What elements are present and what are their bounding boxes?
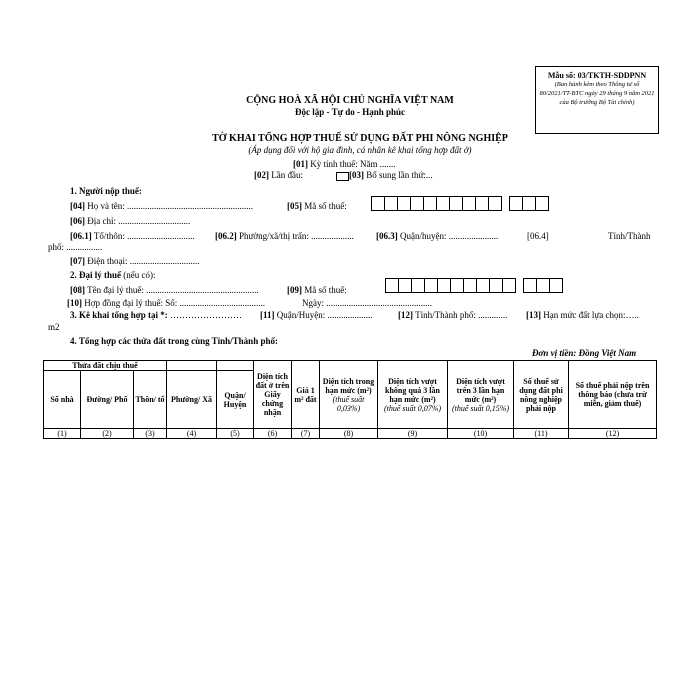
- agent-tax-code-boxes[interactable]: [385, 278, 562, 293]
- field-code: [03]: [349, 170, 364, 180]
- digit-box[interactable]: [549, 278, 563, 293]
- header-street: Đường/ Phố: [81, 371, 134, 429]
- field-code: [06.3]: [376, 231, 398, 241]
- header-within-limit: [320, 361, 378, 429]
- column-number: (3): [134, 429, 167, 439]
- first-time-checkbox[interactable]: [336, 172, 349, 181]
- declared-district-field[interactable]: [260, 310, 373, 320]
- district-label: Quận/huyện: ......................: [400, 231, 499, 241]
- district-field[interactable]: [376, 231, 498, 241]
- digit-box[interactable]: [488, 196, 502, 211]
- supplement-label: Bổ sung lần thứ:...: [366, 170, 433, 180]
- digit-box[interactable]: [437, 278, 451, 293]
- taxpayer-name-label: Họ và tên: ........................................................: [87, 201, 253, 211]
- agent-name-label: Tên đại lý thuế: ..................................................: [87, 285, 259, 295]
- hamlet-label: Tổ/thôn: ..............................: [93, 231, 195, 241]
- phone-label: Điện thoại: ...............................: [87, 256, 200, 266]
- header-within-limit-label: Diện tích trong hạn mức (m²): [322, 376, 375, 395]
- header-ward: Phường/ Xã: [167, 371, 217, 429]
- column-number: (2): [81, 429, 134, 439]
- digit-box[interactable]: [462, 196, 476, 211]
- field-code: [11]: [260, 310, 275, 320]
- field-code: [13]: [526, 310, 541, 320]
- column-number: (11): [514, 429, 569, 439]
- digit-box[interactable]: [436, 196, 450, 211]
- province-field-code: [06.4]: [527, 231, 549, 241]
- header-up-to-3x-rate: (thuế suất 0,07%): [383, 403, 442, 413]
- field-code: [10]: [67, 298, 82, 308]
- taxpayer-address-label: Địa chỉ: ................................: [87, 216, 191, 226]
- digit-box[interactable]: [475, 196, 489, 211]
- agent-name-field[interactable]: [70, 285, 259, 295]
- header-tax-notice: Số thuế phải nộp trên thông báo (chưa trừ miễn, giảm thuế): [569, 361, 657, 429]
- digit-box[interactable]: [522, 196, 536, 211]
- field-code: [02]: [254, 170, 269, 180]
- first-time-label: Lần đầu:: [271, 170, 303, 180]
- header-district: Quận/ Huyện: [217, 371, 254, 429]
- section-agent-note: (nếu có):: [123, 270, 156, 280]
- header-tax-payable: Số thuế sử dụng đất phi nông nghiệp phải nộp: [514, 361, 569, 429]
- agent-tax-code-label: Mã số thuế:: [304, 285, 347, 295]
- column-number: (8): [320, 429, 378, 439]
- field-code: [07]: [70, 256, 85, 266]
- digit-box[interactable]: [397, 196, 411, 211]
- digit-box[interactable]: [502, 278, 516, 293]
- digit-box[interactable]: [424, 278, 438, 293]
- section-agent: [70, 270, 156, 280]
- header-up-to-3x: [378, 361, 448, 429]
- province-label-cont[interactable]: phố: ................: [48, 242, 103, 252]
- form-title: TỜ KHAI TỔNG HỢP THUẾ SỬ DỤNG ĐẤT PHI NÔNG NGHIỆP: [212, 133, 508, 144]
- agent-contract-label: Hợp đồng đại lý thuế: Số: ......................................: [84, 298, 266, 308]
- field-code: [04]: [70, 201, 85, 211]
- column-number: (5): [217, 429, 254, 439]
- column-number: (4): [167, 429, 217, 439]
- digit-box[interactable]: [450, 278, 464, 293]
- declared-at-field[interactable]: [70, 310, 242, 320]
- national-motto: Độc lập - Tự do - Hạnh phúc: [294, 107, 405, 117]
- tax-period-field[interactable]: [293, 159, 396, 169]
- header-area-certificate: Diện tích đất ở trên Giấy chứng nhận: [254, 361, 292, 429]
- ward-label: Phường/xã/thị trấn: ...................: [239, 231, 354, 241]
- digit-box[interactable]: [489, 278, 503, 293]
- land-limit-label: Hạn mức đất lựa chọn:…..: [543, 310, 639, 320]
- field-code: [06]: [70, 216, 85, 226]
- group-header-taxed-land: Thửa đất chịu thuế: [44, 361, 167, 371]
- form-code: Mẫu số: 03/TKTH-SDDPNN: [547, 71, 647, 80]
- agent-tax-code-label-wrap: [287, 285, 347, 295]
- digit-box[interactable]: [384, 196, 398, 211]
- declared-at-dots: ……………………: [170, 310, 242, 320]
- digit-box[interactable]: [535, 196, 549, 211]
- section-declared-at: 3. Kê khai tổng hợp tại *:: [70, 310, 168, 320]
- column-number: (1): [44, 429, 81, 439]
- ward-field[interactable]: [215, 231, 354, 241]
- taxpayer-name-field[interactable]: [70, 201, 253, 211]
- field-code: [01]: [293, 159, 308, 169]
- field-code: [06.2]: [215, 231, 237, 241]
- column-number: (7): [292, 429, 320, 439]
- digit-box[interactable]: [476, 278, 490, 293]
- field-code: [05]: [287, 201, 302, 211]
- land-limit-unit: m2: [48, 322, 60, 332]
- digit-box[interactable]: [509, 196, 523, 211]
- tax-period-label: Kỳ tính thuế: Năm .......: [310, 159, 396, 169]
- digit-box[interactable]: [411, 278, 425, 293]
- column-number-row: [44, 429, 657, 439]
- declared-province-label: Tỉnh/Thành phố: .............: [415, 310, 508, 320]
- form-legal-basis-2: 80/2021/TT-BTC ngày 29 tháng 9 năm 2021: [539, 90, 655, 97]
- field-code: [06.1]: [70, 231, 92, 241]
- supplement-field[interactable]: [349, 170, 433, 180]
- province-label: Tỉnh/Thành: [608, 231, 651, 241]
- header-over-3x: [448, 361, 514, 429]
- header-house-number: Số nhà: [44, 371, 81, 429]
- column-number: (12): [569, 429, 657, 439]
- header-up-to-3x-label: Diện tích vượt không quá 3 lần hạn mức (m²): [385, 376, 440, 404]
- form-subtitle: (Áp dụng đối với hộ gia đình, cá nhân kê khai tổng hợp đất ở): [248, 145, 472, 155]
- form-legal-basis-1: (Ban hành kèm theo Thông tư số: [554, 81, 640, 88]
- digit-box[interactable]: [385, 278, 399, 293]
- digit-box[interactable]: [536, 278, 550, 293]
- column-number: (9): [378, 429, 448, 439]
- column-number: (10): [448, 429, 514, 439]
- form-legal-basis-3: của Bộ trưởng Bộ Tài chính): [559, 99, 635, 106]
- hamlet-field[interactable]: [70, 231, 195, 241]
- declared-province-field[interactable]: [398, 310, 507, 320]
- field-code: [09]: [287, 285, 302, 295]
- header-over-3x-label: Diện tích vượt trên 3 lần hạn mức (m²): [456, 376, 505, 404]
- currency-unit: Đơn vị tiền: Đồng Việt Nam: [532, 348, 637, 358]
- phone-field[interactable]: [70, 256, 200, 266]
- land-table: [43, 360, 657, 439]
- first-time-field: [254, 170, 303, 180]
- taxpayer-tax-code-boxes[interactable]: [371, 196, 548, 211]
- digit-box[interactable]: [371, 196, 385, 211]
- section-taxpayer: 1. Người nộp thuế:: [70, 186, 142, 196]
- field-code: [08]: [70, 285, 85, 295]
- agent-contract-field[interactable]: [67, 298, 265, 308]
- country-name: CỘNG HOÀ XÃ HỘI CHỦ NGHĨA VIỆT NAM: [246, 95, 454, 106]
- land-limit-field[interactable]: [526, 310, 639, 320]
- digit-box[interactable]: [449, 196, 463, 211]
- header-hamlet: Thôn/ tổ: [134, 371, 167, 429]
- digit-box[interactable]: [398, 278, 412, 293]
- agent-contract-date[interactable]: Ngày: ...............................................: [302, 298, 432, 308]
- section-summary: 4. Tổng hợp các thửa đất trong cùng Tỉnh/Thành phố:: [70, 336, 278, 346]
- taxpayer-address-field[interactable]: [70, 216, 190, 226]
- digit-box[interactable]: [523, 278, 537, 293]
- column-number: (6): [254, 429, 292, 439]
- header-over-3x-rate: (thuế suất 0,15%): [451, 403, 510, 413]
- header-within-limit-rate: (thuế suất 0,03%): [332, 394, 365, 413]
- blank-header-cell: [167, 361, 217, 371]
- section-agent-title: 2. Đại lý thuế: [70, 270, 122, 280]
- form-code-box: [535, 66, 659, 134]
- taxpayer-tax-code-label: Mã số thuế:: [304, 201, 347, 211]
- digit-box[interactable]: [463, 278, 477, 293]
- blank-header-cell: [217, 361, 254, 371]
- declared-district-label: Quận/Huyện: ....................: [276, 310, 373, 320]
- digit-box[interactable]: [423, 196, 437, 211]
- digit-box[interactable]: [410, 196, 424, 211]
- header-price-per-m2: Giá 1 m² đất: [292, 361, 320, 429]
- field-code: [12]: [398, 310, 413, 320]
- taxpayer-tax-code-label-wrap: [287, 201, 347, 211]
